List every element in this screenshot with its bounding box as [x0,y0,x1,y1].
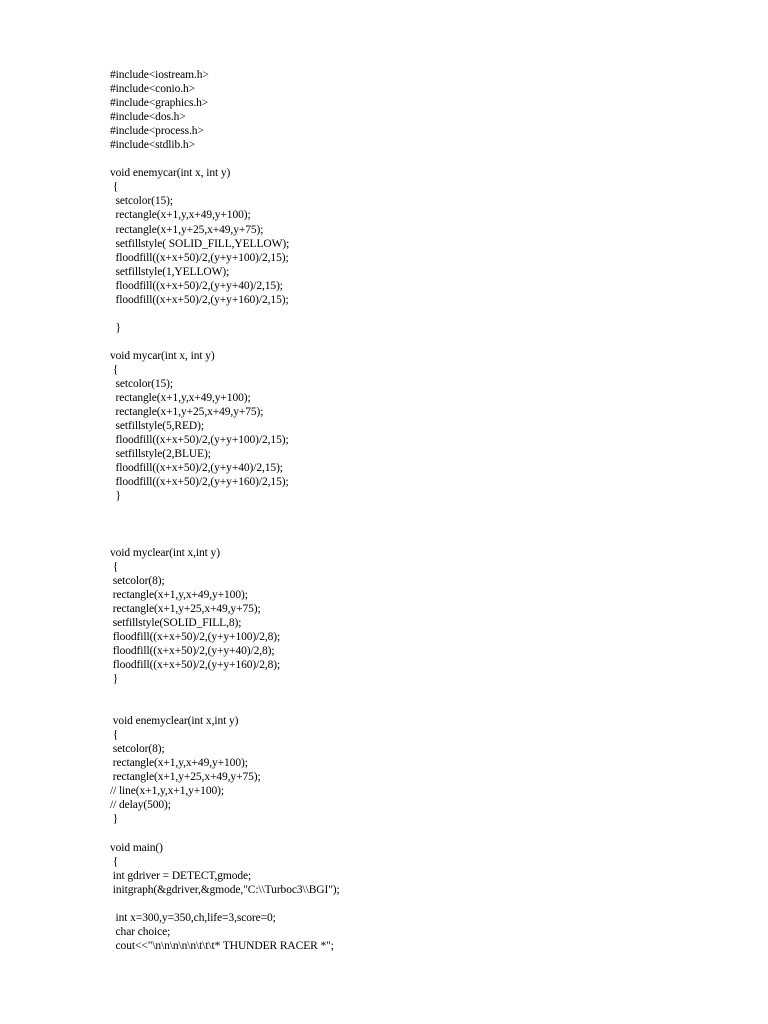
code-line: setfillstyle(1,YELLOW); [110,265,230,278]
code-line [110,827,340,841]
code-line: // line(x+1,y,x+1,y+100); [110,785,224,798]
code-line: setcolor(15); [110,195,174,208]
code-line [110,686,340,700]
code-line: } [110,673,119,686]
code-line: #include<process.h> [110,125,204,138]
code-line: #include<conio.h> [110,83,196,96]
code-line: { [110,855,119,868]
code-line: rectangle(x+1,y,x+49,y+100); [110,588,248,601]
code-line: floodfill((x+x+50)/2,(y+y+40)/2,15); [110,462,283,475]
code-line: setfillstyle(2,BLUE); [110,448,211,461]
code-line: int gdriver = DETECT,gmode; [110,869,252,882]
code-line [110,152,340,166]
code-line [110,700,340,714]
code-line: int x=300,y=350,ch,life=3,score=0; [110,911,276,924]
code-line [110,335,340,349]
code-line: floodfill((x+x+50)/2,(y+y+160)/2,8); [110,658,281,671]
code-line: rectangle(x+1,y,x+49,y+100); [110,757,248,770]
code-line: } [110,813,119,826]
code-line: void main() [110,841,163,854]
code-line: floodfill((x+x+50)/2,(y+y+160)/2,15); [110,476,289,489]
code-line: void mycar(int x, int y) [110,349,215,362]
source-code-listing [110,68,340,953]
code-line: setcolor(8); [110,574,165,587]
code-line: setfillstyle(5,RED); [110,420,204,433]
code-line: setcolor(15); [110,378,174,391]
code-line: void enemyclear(int x,int y) [110,715,239,728]
code-line: // delay(500); [110,799,171,812]
code-line: #include<stdlib.h> [110,139,195,152]
code-line: } [110,490,121,503]
code-line: floodfill((x+x+50)/2,(y+y+100)/2,8); [110,630,281,643]
code-line [110,503,340,517]
code-line: rectangle(x+1,y,x+49,y+100); [110,209,251,222]
code-line: floodfill((x+x+50)/2,(y+y+100)/2,15); [110,434,289,447]
code-line: { [110,181,119,194]
code-line: rectangle(x+1,y,x+49,y+100); [110,392,251,405]
code-line: #include<dos.h> [110,111,186,124]
code-line [110,518,340,532]
code-line: floodfill((x+x+50)/2,(y+y+40)/2,15); [110,279,283,292]
code-line: void myclear(int x,int y) [110,546,220,559]
code-line [110,532,340,546]
code-line: initgraph(&gdriver,&gmode,"C:\\Turboc3\\BGI"); [110,883,340,896]
code-line: setfillstyle(SOLID_FILL,8); [110,616,242,629]
code-line: { [110,729,119,742]
code-line [110,897,340,911]
code-line: setcolor(8); [110,743,165,756]
code-line: rectangle(x+1,y+25,x+49,y+75); [110,602,261,615]
code-line: #include<iostream.h> [110,69,209,81]
code-line: #include<graphics.h> [110,97,209,110]
code-line: rectangle(x+1,y+25,x+49,y+75); [110,223,264,236]
code-line: setfillstyle( SOLID_FILL,YELLOW); [110,237,290,250]
code-line: cout<<"\n\n\n\n\n\t\t\t* THUNDER RACER *"; [110,939,334,952]
code-line: floodfill((x+x+50)/2,(y+y+40)/2,8); [110,644,275,657]
code-line: { [110,363,119,376]
code-line: } [110,321,121,334]
code-line: floodfill((x+x+50)/2,(y+y+100)/2,15); [110,251,289,264]
code-line: { [110,560,119,573]
code-line: char choice; [110,925,171,938]
code-line [110,307,340,321]
code-line: floodfill((x+x+50)/2,(y+y+160)/2,15); [110,293,289,306]
code-line: rectangle(x+1,y+25,x+49,y+75); [110,406,264,419]
code-line: void enemycar(int x, int y) [110,167,231,180]
code-line: rectangle(x+1,y+25,x+49,y+75); [110,771,261,784]
